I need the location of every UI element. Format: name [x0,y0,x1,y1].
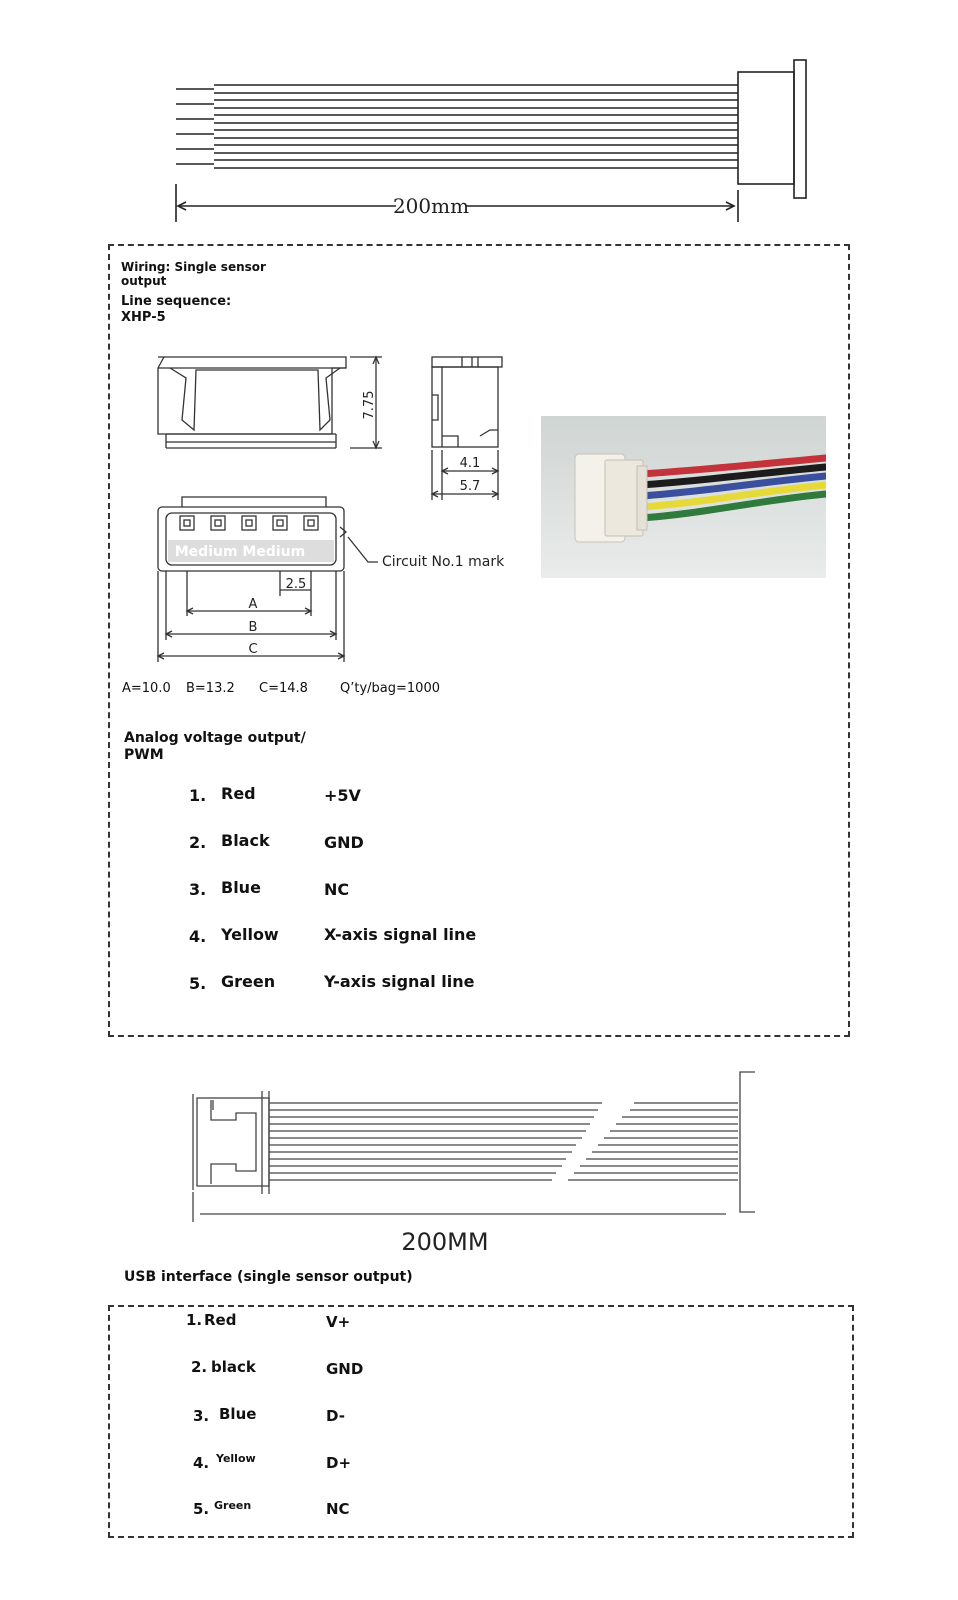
spec-qty: Q’ty/bag=1000 [340,681,440,696]
pitch-dim-label: 2.5 [285,577,307,592]
usb-row-5-num: 5. [193,1500,210,1518]
analog-row-3-signal: NC [324,880,350,899]
dim-b-label: B [248,620,258,635]
wiring-title-line2: output [121,274,167,288]
dim-a-label: A [248,597,258,612]
usb-row-4-color: Yellow [216,1452,256,1465]
analog-row-5-signal: Y-axis signal line [324,972,475,991]
analog-row-1-color: Red [221,784,256,803]
usb-row-1-color: Red [204,1311,237,1329]
usb-row-3-num: 3. [193,1407,210,1425]
bottom-wires [269,1088,738,1190]
bottom-connector-left [193,1091,269,1194]
usb-row-5-color: Green [214,1499,252,1512]
analog-row-3-color: Blue [221,878,261,897]
analog-row-2-signal: GND [324,833,364,852]
spec-c: C=14.8 [259,681,308,696]
analog-title-line2: PWM [124,747,164,763]
top-length-label: 200mm [392,194,470,218]
analog-row-5-color: Green [221,972,276,991]
analog-row-3-num: 3. [189,880,207,899]
depth-dim-outer-label: 5.7 [459,479,481,494]
bottom-length-label: 200MM [401,1228,489,1256]
line-sequence-label: Line sequence: [121,294,232,309]
bottom-right-bracket [740,1072,755,1212]
usb-row-3-color: Blue [219,1405,257,1423]
usb-row-1-signal: V+ [326,1313,351,1331]
usb-row-3-signal: D- [326,1407,345,1425]
usb-title: USB interface (single sensor output) [124,1269,413,1285]
dim-c-label: C [248,642,258,657]
usb-row-1-num: 1. [186,1311,203,1329]
spec-a: A=10.0 [122,681,171,696]
analog-row-1-signal: +5V [324,786,361,805]
analog-row-2-color: Black [221,831,270,850]
connector-model: XHP-5 [121,310,166,325]
usb-row-4-signal: D+ [326,1454,352,1472]
wiring-title: Wiring: Single sensor [121,260,266,274]
analog-row-4-signal: X-axis signal line [324,925,477,944]
analog-title: Analog voltage output/ [124,730,306,746]
watermark-text: Medium Medium [174,544,306,560]
analog-row-2-num: 2. [189,833,207,852]
usb-row-4-num: 4. [193,1454,210,1472]
height-dim-label: 7.75 [362,390,377,420]
analog-row-1-num: 1. [189,786,207,805]
circuit-mark-label: Circuit No.1 mark [382,554,505,570]
usb-row-2-color: black [211,1358,256,1376]
usb-row-2-num: 2. [191,1358,208,1376]
analog-row-5-num: 5. [189,974,207,993]
spec-b: B=13.2 [186,681,235,696]
usb-row-5-signal: NC [326,1500,350,1518]
depth-dim-inner-label: 4.1 [459,456,481,471]
usb-row-2-signal: GND [326,1360,364,1378]
analog-row-4-color: Yellow [221,925,279,944]
analog-row-4-num: 4. [189,927,207,946]
